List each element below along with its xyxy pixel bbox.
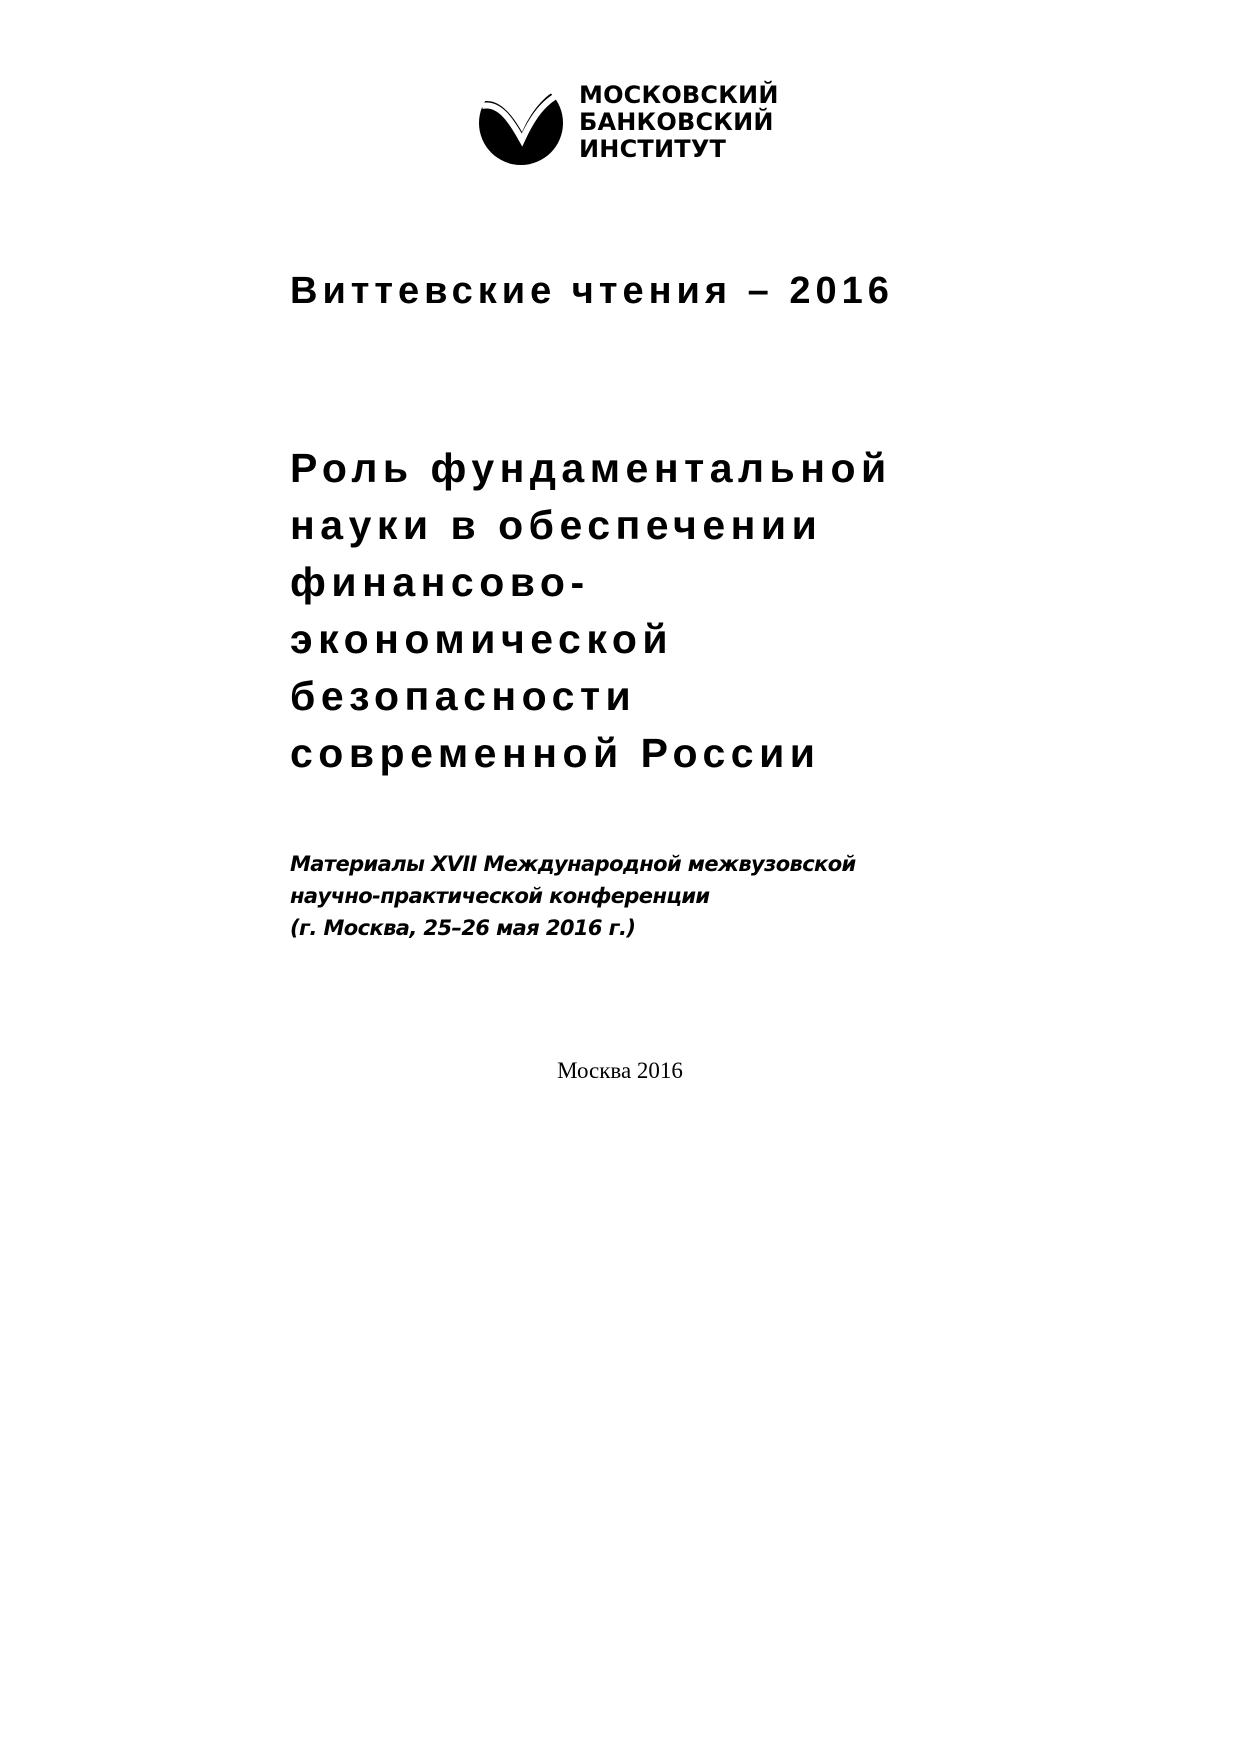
- subtitle-line-2: научно-практической конференции: [290, 884, 710, 908]
- institute-name-line-3: ИНСТИТУТ: [579, 135, 727, 163]
- institute-name-line-1: МОСКОВСКИЙ: [579, 81, 779, 109]
- main-title-line-4: экономической: [290, 616, 674, 662]
- main-title-line-2: науки в обеспечении: [290, 502, 823, 548]
- subtitle-line-1: Материалы XVII Международной межвузовской: [290, 852, 856, 876]
- institute-logo: [478, 80, 778, 170]
- main-title-line-1: Роль фундаментальной: [290, 445, 892, 491]
- conference-subtitle: [290, 848, 856, 944]
- institute-name: [579, 82, 779, 163]
- institute-name-line-2: БАНКОВСКИЙ: [579, 108, 774, 136]
- subtitle-line-3: (г. Москва, 25–26 мая 2016 г.): [290, 916, 636, 940]
- check-circle-logo-icon: [478, 80, 564, 166]
- series-title: Виттевские чтения – 2016: [290, 270, 894, 312]
- main-title-line-5: безопасности: [290, 673, 637, 719]
- main-title: [290, 440, 892, 782]
- main-title-line-6: современной России: [290, 730, 821, 776]
- imprint-city-year: Москва 2016: [557, 1058, 683, 1083]
- main-title-line-3: финансово-: [290, 559, 590, 605]
